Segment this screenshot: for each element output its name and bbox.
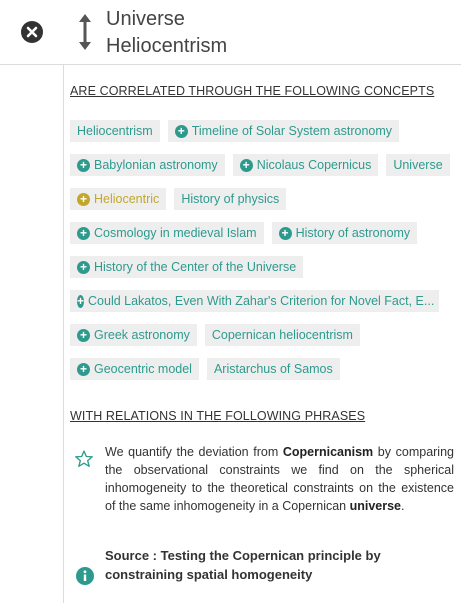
concept-tag[interactable] [70, 188, 166, 210]
concept-tag-label: Could Lakatos, Even With Zahar's Criterion for Novel Fact, E... [88, 294, 435, 308]
concept-tags [70, 120, 460, 392]
tag-row [70, 120, 460, 154]
swap-vertical-icon[interactable] [77, 12, 93, 52]
concept-tag[interactable] [70, 324, 197, 346]
close-icon[interactable] [20, 20, 44, 44]
concept-tag[interactable] [272, 222, 418, 244]
tag-row [70, 290, 460, 324]
concept-tag-label: Geocentric model [94, 362, 192, 376]
page-title [106, 6, 227, 60]
title-line-1: Universe [106, 8, 185, 30]
plus-icon[interactable]: + [175, 125, 188, 138]
plus-icon[interactable]: + [77, 227, 90, 240]
phrase-text-part: We quantify the deviation from [105, 445, 283, 459]
concept-tag-label: History of astronomy [295, 226, 411, 240]
concept-tag[interactable] [70, 154, 225, 176]
concepts-heading: ARE CORRELATED THROUGH THE FOLLOWING CONCEPTS [70, 84, 435, 98]
concept-tag-label: Nicolaus Copernicus [256, 158, 372, 172]
concept-tag[interactable] [70, 120, 160, 142]
tag-row [70, 188, 460, 222]
concept-tag-label: Babylonian astronomy [94, 158, 218, 172]
concept-tag[interactable] [70, 290, 439, 312]
concept-tag-label: Universe [393, 158, 443, 172]
plus-icon[interactable]: + [77, 363, 90, 376]
phrase-text-part: . [401, 499, 405, 513]
concept-tag-label: Heliocentrism [77, 124, 153, 138]
plus-icon[interactable]: + [77, 261, 90, 274]
plus-icon[interactable]: + [240, 159, 253, 172]
source-link[interactable]: Source : Testing the Copernican principle by constraining spatial homogeneity [105, 548, 381, 582]
concept-tag[interactable] [386, 154, 449, 176]
concept-tag[interactable] [207, 358, 340, 380]
tag-row [70, 256, 460, 290]
header [0, 0, 461, 65]
concept-tag[interactable] [174, 188, 286, 210]
tag-row [70, 154, 460, 188]
plus-icon[interactable]: + [279, 227, 292, 240]
info-icon [76, 567, 94, 585]
concept-tag-label: Cosmology in medieval Islam [94, 226, 257, 240]
concept-tag-label: Timeline of Solar System astronomy [191, 124, 393, 138]
content-divider [63, 64, 64, 603]
concept-tag[interactable] [205, 324, 360, 346]
concept-tag-label: Heliocentric [94, 192, 160, 206]
concept-tag-label: History of physics [181, 192, 280, 206]
title-line-2: Heliocentrism [106, 35, 228, 57]
phrase-text-part: by comparing the observational constraints we find on the spherical inhomogeneity to the theoretical constraints on the existence of the same inhomogeneity in a Copernican [105, 445, 454, 513]
star-outline-icon [74, 449, 94, 469]
concept-tag-label: History of the Center of the Universe [94, 260, 297, 274]
tag-row [70, 358, 460, 392]
tag-row [70, 324, 460, 358]
concept-tag-label: Greek astronomy [94, 328, 190, 342]
concept-tag[interactable] [70, 358, 199, 380]
tag-row [70, 222, 460, 256]
plus-icon[interactable]: + [77, 159, 90, 172]
concept-tag[interactable] [233, 154, 379, 176]
plus-icon[interactable]: + [77, 329, 90, 342]
concept-tag[interactable] [168, 120, 399, 142]
plus-icon[interactable]: + [77, 193, 90, 206]
concept-tag[interactable] [70, 222, 264, 244]
phrases-heading: WITH RELATIONS IN THE FOLLOWING PHRASES [70, 409, 366, 423]
concept-tag-label: Copernican heliocentrism [211, 328, 353, 342]
plus-icon[interactable]: + [77, 293, 85, 308]
concept-tag-label: Aristarchus of Samos [213, 362, 333, 376]
phrase-keyword: universe [349, 499, 402, 513]
phrase-text [105, 443, 454, 515]
phrase-keyword: Copernicanism [282, 445, 374, 459]
concept-tag[interactable] [70, 256, 303, 278]
